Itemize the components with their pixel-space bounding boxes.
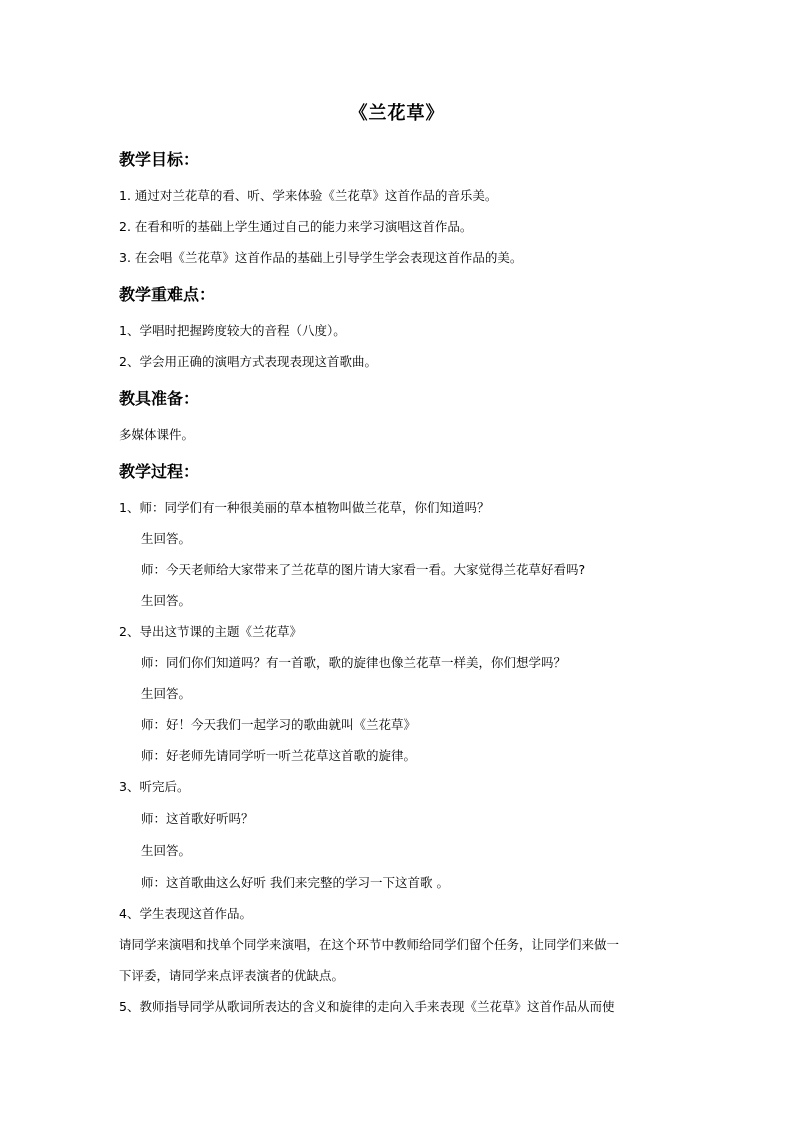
difficulty-item: 1、学唱时把握跨度较大的音程（八度）。 <box>119 323 346 338</box>
process-line: 师：好老师先请同学听一听兰花草这首歌的旋律。 <box>141 748 417 763</box>
process-line: 4、学生表现这首作品。 <box>119 906 252 921</box>
process-line: 师：这首歌好听吗？ <box>141 811 254 826</box>
heading-process: 教学过程： <box>119 462 200 481</box>
goal-item: 2. 在看和听的基础上学生通过自己的能力来学习演唱这首作品。 <box>119 219 473 234</box>
process-line: 师：今天老师给大家带来了兰花草的图片请大家看一看。大家觉得兰花草好看吗? <box>141 562 586 577</box>
process-line: 生回答。 <box>141 843 192 858</box>
process-line: 下评委，请同学来点评表演者的优缺点。 <box>119 968 345 983</box>
process-line: 生回答。 <box>141 686 192 701</box>
process-line: 师：这首歌曲这么好听 我们来完整的学习一下这首歌 。 <box>141 875 449 890</box>
process-line: 3、听完后。 <box>119 779 190 794</box>
heading-goals: 教学目标： <box>119 150 200 169</box>
process-line: 2、导出这节课的主题《兰花草》 <box>119 624 302 639</box>
process-line: 5、教师指导同学从歌词所表达的含义和旋律的走向入手来表现《兰花草》这首作品从而使 <box>119 999 615 1014</box>
process-line: 1、师：同学们有一种很美丽的草本植物叫做兰花草，你们知道吗？ <box>119 500 490 515</box>
process-line: 生回答。 <box>141 593 192 608</box>
document-title: 《兰花草》 <box>349 103 445 124</box>
process-line: 请同学来演唱和找单个同学来演唱，在这个环节中教师给同学们留个任务，让同学们来做一 <box>119 937 620 952</box>
difficulty-item: 2、学会用正确的演唱方式表现表现这首歌曲。 <box>119 354 377 369</box>
process-line: 师：好！今天我们一起学习的歌曲就叫《兰花草》 <box>141 717 417 732</box>
process-line: 师：同们你们知道吗？有一首歌，歌的旋律也像兰花草一样美，你们想学吗？ <box>141 655 567 670</box>
goal-item: 3. 在会唱《兰花草》这首作品的基础上引导学生学会表现这首作品的美。 <box>119 250 523 265</box>
process-line: 生回答。 <box>141 531 192 546</box>
heading-difficulties: 教学重难点： <box>119 285 216 304</box>
heading-materials: 教具准备： <box>119 389 200 408</box>
materials-item: 多媒体课件。 <box>119 427 195 442</box>
goal-item: 1. 通过对兰花草的看、听、学来体验《兰花草》这首作品的音乐美。 <box>119 188 498 203</box>
